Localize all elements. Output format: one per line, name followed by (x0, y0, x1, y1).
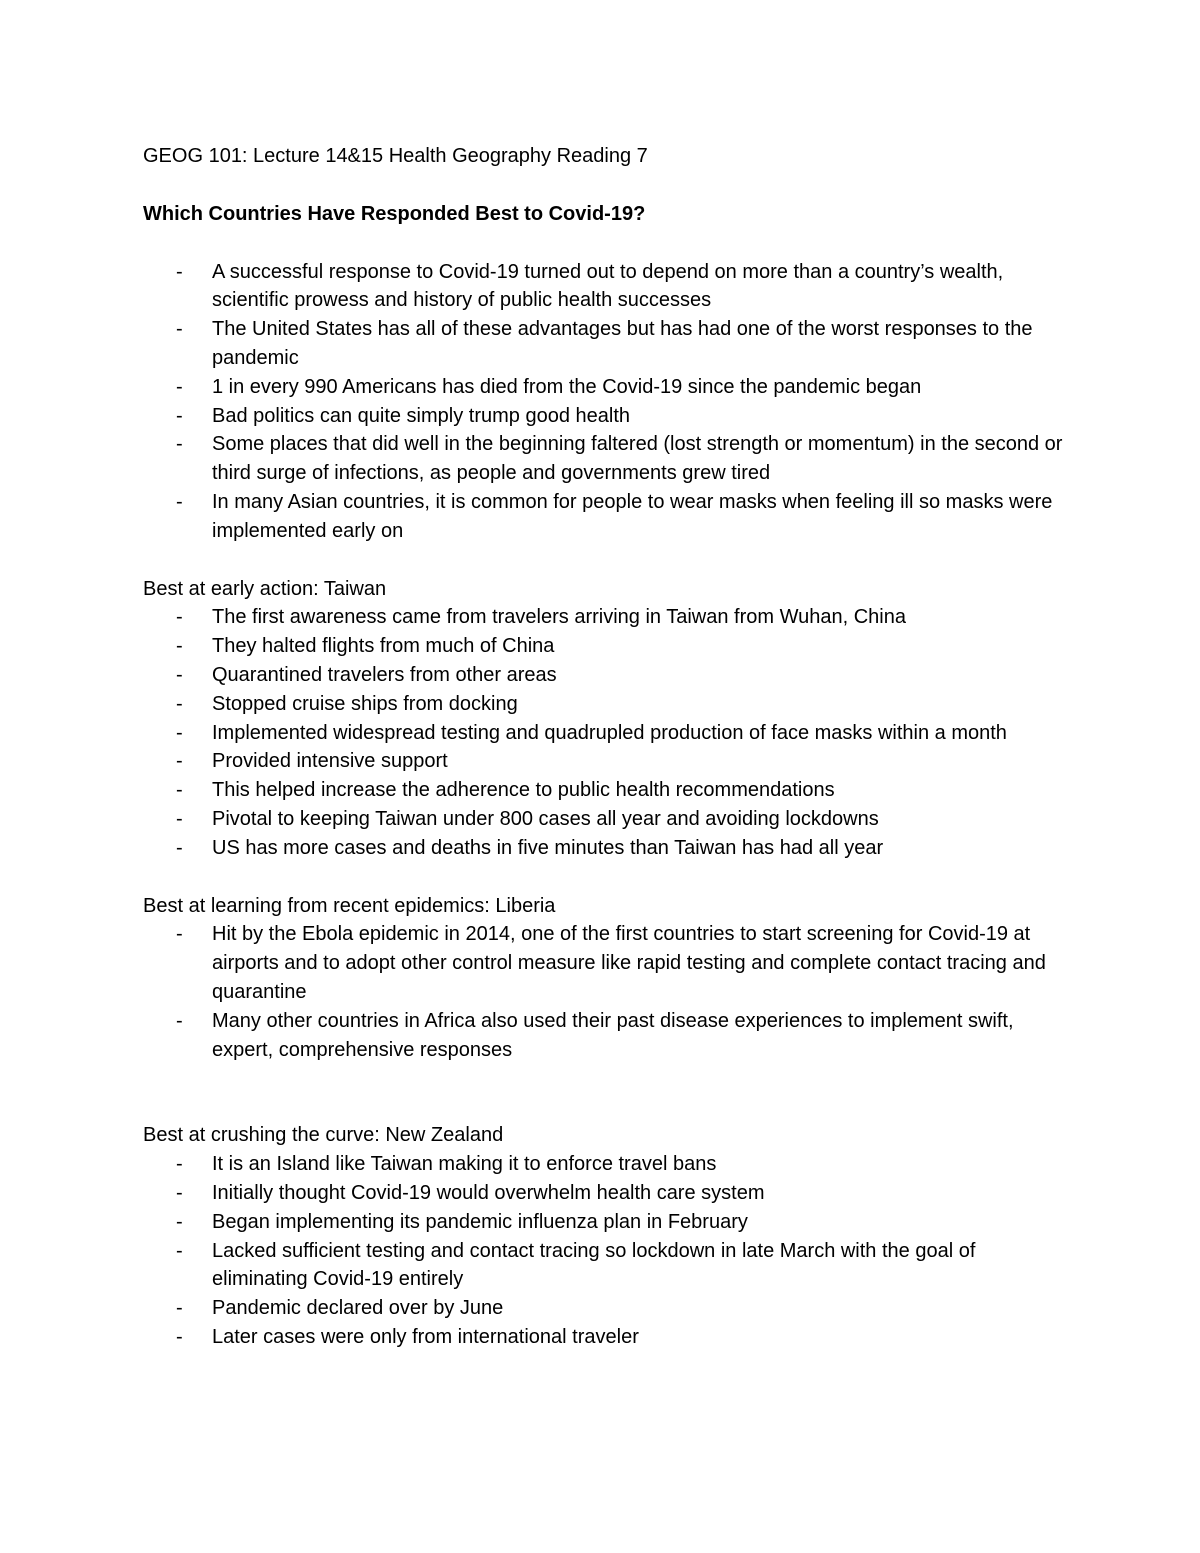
list-item-text: Pivotal to keeping Taiwan under 800 cases all year and avoiding lockdowns (212, 807, 879, 830)
document-body (143, 142, 1063, 1352)
dash-bullet: - (176, 779, 183, 802)
list-item-text: Stopped cruise ships from docking (212, 692, 518, 715)
list-item-text: Initially thought Covid-19 would overwhelm health care system (212, 1181, 765, 1204)
list-item (143, 1237, 1063, 1295)
list-item (143, 258, 1063, 316)
list-item (143, 402, 1063, 431)
list-item (143, 430, 1063, 488)
list-item-text: Began implementing its pandemic influenza plan in February (212, 1210, 748, 1233)
list-item-text: 1 in every 990 Americans has died from the Covid-19 since the pandemic began (212, 375, 922, 398)
list-item (143, 805, 1063, 834)
document-title: GEOG 101: Lecture 14&15 Health Geography Reading 7 (143, 145, 648, 167)
section-heading-liberia: Best at learning from recent epidemics: Liberia (143, 894, 556, 917)
list-item-text: The first awareness came from travelers arriving in Taiwan from Wuhan, China (212, 606, 906, 629)
dash-bullet: - (176, 635, 183, 658)
list-item (143, 603, 1063, 632)
main-heading: Which Countries Have Responded Best to Covid-19? (143, 202, 646, 225)
dash-bullet: - (176, 836, 183, 859)
dash-bullet: - (176, 1210, 183, 1233)
dash-bullet: - (176, 1325, 183, 1348)
spacer (143, 1064, 1063, 1121)
spacer (143, 546, 1063, 575)
list-item (143, 488, 1063, 546)
list-item (143, 1007, 1063, 1065)
list-item (143, 920, 1063, 1006)
dash-bullet: - (176, 663, 183, 686)
list-item-text: Provided intensive support (212, 750, 448, 773)
dash-bullet: - (176, 318, 183, 341)
list-item-text: Many other countries in Africa also used their past disease experiences to implement swift, expert, comprehensive responses (212, 1009, 1014, 1061)
dash-bullet: - (176, 692, 183, 715)
dash-bullet: - (176, 750, 183, 773)
list-item-text: In many Asian countries, it is common for people to wear masks when feeling ill so masks were implemented early on (212, 490, 1053, 542)
list-item (143, 1294, 1063, 1323)
list-item (143, 632, 1063, 661)
list-item-text: They halted flights from much of China (212, 635, 555, 658)
liberia-bullet-list (143, 920, 1063, 1064)
list-item-text: It is an Island like Taiwan making it to enforce travel bans (212, 1153, 717, 1176)
list-item-text: Some places that did well in the beginning faltered (lost strength or momentum) in the second or third surge of infections, as people and governments grew tired (212, 433, 1063, 485)
dash-bullet: - (176, 490, 183, 513)
list-item-text: Later cases were only from international traveler (212, 1325, 639, 1348)
list-item (143, 1323, 1063, 1352)
dash-bullet: - (176, 260, 183, 283)
list-item-text: The United States has all of these advantages but has had one of the worst responses to the pandemic (212, 318, 1033, 369)
list-item (143, 1179, 1063, 1208)
list-item-text: This helped increase the adherence to public health recommendations (212, 779, 835, 802)
list-item (143, 373, 1063, 402)
intro-bullet-list (143, 258, 1063, 546)
list-item-text: Lacked sufficient testing and contact tracing so lockdown in late March with the goal of eliminating Covid-19 entirely (212, 1239, 976, 1291)
list-item (143, 719, 1063, 748)
list-item (143, 1208, 1063, 1237)
list-item-text: A successful response to Covid-19 turned out to depend on more than a country’s wealth, scientific prowess and history of public health successes (212, 260, 1004, 312)
list-item (143, 776, 1063, 805)
dash-bullet: - (176, 807, 183, 830)
dash-bullet: - (176, 1181, 183, 1204)
list-item (143, 690, 1063, 719)
dash-bullet: - (176, 1009, 183, 1032)
list-item-text: Hit by the Ebola epidemic in 2014, one of the first countries to start screening for Covid-19 at airports and to adopt other control measure like rapid testing and complete contact tracing and quarantine (212, 923, 1046, 1003)
list-item (143, 661, 1063, 690)
dash-bullet: - (176, 923, 183, 946)
list-item-text: Quarantined travelers from other areas (212, 663, 557, 686)
dash-bullet: - (176, 721, 183, 744)
dash-bullet: - (176, 1153, 183, 1176)
list-item (143, 834, 1063, 863)
list-item-text: US has more cases and deaths in five minutes than Taiwan has had all year (212, 836, 884, 859)
new-zealand-bullet-list (143, 1150, 1063, 1352)
section-heading-new-zealand: Best at crushing the curve: New Zealand (143, 1124, 504, 1147)
dash-bullet: - (176, 375, 183, 398)
dash-bullet: - (176, 1297, 183, 1320)
taiwan-bullet-list (143, 603, 1063, 862)
list-item-text: Implemented widespread testing and quadrupled production of face masks within a month (212, 721, 1007, 744)
dash-bullet: - (176, 1239, 183, 1262)
spacer (143, 863, 1063, 892)
list-item-text: Pandemic declared over by June (212, 1297, 504, 1320)
list-item (143, 747, 1063, 776)
dash-bullet: - (176, 404, 183, 427)
section-heading-taiwan: Best at early action: Taiwan (143, 577, 387, 600)
dash-bullet: - (176, 433, 183, 456)
dash-bullet: - (176, 606, 183, 629)
list-item (143, 315, 1063, 373)
list-item (143, 1150, 1063, 1179)
list-item-text: Bad politics can quite simply trump good health (212, 404, 631, 427)
